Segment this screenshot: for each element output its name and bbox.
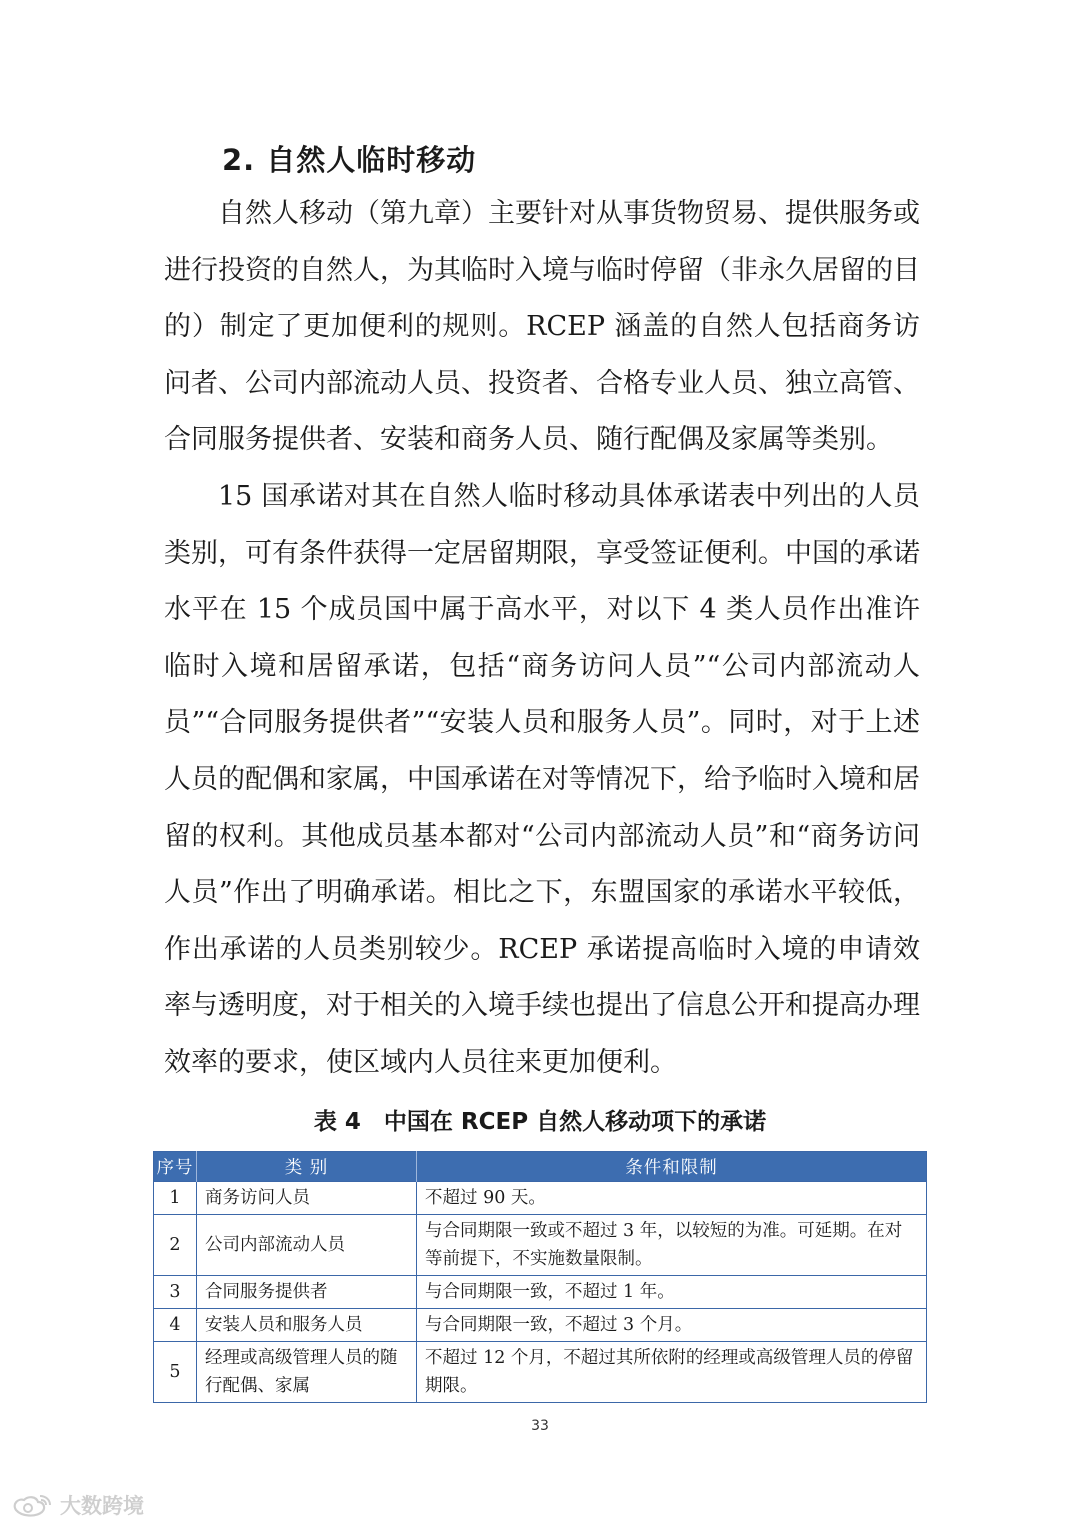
cell-category: 安装人员和服务人员 bbox=[197, 1309, 417, 1342]
cell-category: 合同服务提供者 bbox=[197, 1276, 417, 1309]
cell-no: 1 bbox=[154, 1182, 197, 1215]
header-condition: 条件和限制 bbox=[417, 1152, 927, 1182]
page-number: 33 bbox=[531, 1418, 549, 1434]
commitment-table bbox=[153, 1151, 927, 1403]
table-caption: 表 4 中国在 RCEP 自然人移动项下的承诺 bbox=[313, 1109, 767, 1135]
cell-condition: 不超过 12 个月，不超过其所依附的经理或高级管理人员的停留期限。 bbox=[417, 1342, 927, 1403]
cell-category: 公司内部流动人员 bbox=[197, 1215, 417, 1276]
cell-condition: 不超过 90 天。 bbox=[417, 1182, 927, 1215]
watermark-text: 大数跨境 bbox=[60, 1494, 144, 1518]
cell-no: 3 bbox=[154, 1276, 197, 1309]
cell-condition: 与合同期限一致或不超过 3 年，以较短的为准。可延期。在对等前提下，不实施数量限制。 bbox=[417, 1215, 927, 1276]
table-row bbox=[154, 1309, 927, 1342]
body-text bbox=[164, 186, 920, 1092]
table-row bbox=[154, 1182, 927, 1215]
header-no: 序号 bbox=[154, 1152, 197, 1182]
table-row bbox=[154, 1276, 927, 1309]
paragraph: 自然人移动（第九章）主要针对从事货物贸易、提供服务或进行投资的自然人，为其临时入境与临时停留（非永久居留的目的）制定了更加便利的规则。RCEP 涵盖的自然人包括商务访问者、公司内部流动人员、投资者、合格专业人员、独立高管、合同服务提供者、安装和商务人员、随行配偶及家属等类别。 bbox=[164, 198, 920, 456]
section-heading: 2. 自然人临时移动 bbox=[222, 143, 477, 177]
paragraph: 15 国承诺对其在自然人临时移动具体承诺表中列出的人员类别，可有条件获得一定居留期限，享受签证便利。中国的承诺水平在 15 个成员国中属于高水平，对以下 4 类人员作出准许临时入境和居留承诺，包括“商务访问人员”“公司内部流动人员”“合同服务提供者”“安装人员和服务人员”。同时，对于上述人员的配偶和家属，中国承诺在对等情况下，给予临时入境和居留的权利。其他成员基本都对“公司内部流动人员”和“商务访问人员”作出了明确承诺。相比之下，东盟国家的承诺水平较低，作出承诺的人员类别较少。RCEP 承诺提高临时入境的申请效率与透明度，对于相关的入境手续也提出了信息公开和提高办理效率的要求，使区域内人员往来更加便利。 bbox=[164, 480, 920, 1078]
cell-condition: 与合同期限一致，不超过 1 年。 bbox=[417, 1276, 927, 1309]
cell-category: 商务访问人员 bbox=[197, 1182, 417, 1215]
weibo-logo-icon bbox=[10, 1492, 54, 1518]
cell-no: 4 bbox=[154, 1309, 197, 1342]
watermark bbox=[10, 1490, 144, 1520]
cell-category: 经理或高级管理人员的随行配偶、家属 bbox=[197, 1342, 417, 1403]
cell-condition: 与合同期限一致，不超过 3 个月。 bbox=[417, 1309, 927, 1342]
cell-no: 2 bbox=[154, 1215, 197, 1276]
header-category: 类 别 bbox=[197, 1152, 417, 1182]
table-header-row bbox=[154, 1152, 927, 1182]
table-row bbox=[154, 1342, 927, 1403]
cell-no: 5 bbox=[154, 1342, 197, 1403]
table-row bbox=[154, 1215, 927, 1276]
